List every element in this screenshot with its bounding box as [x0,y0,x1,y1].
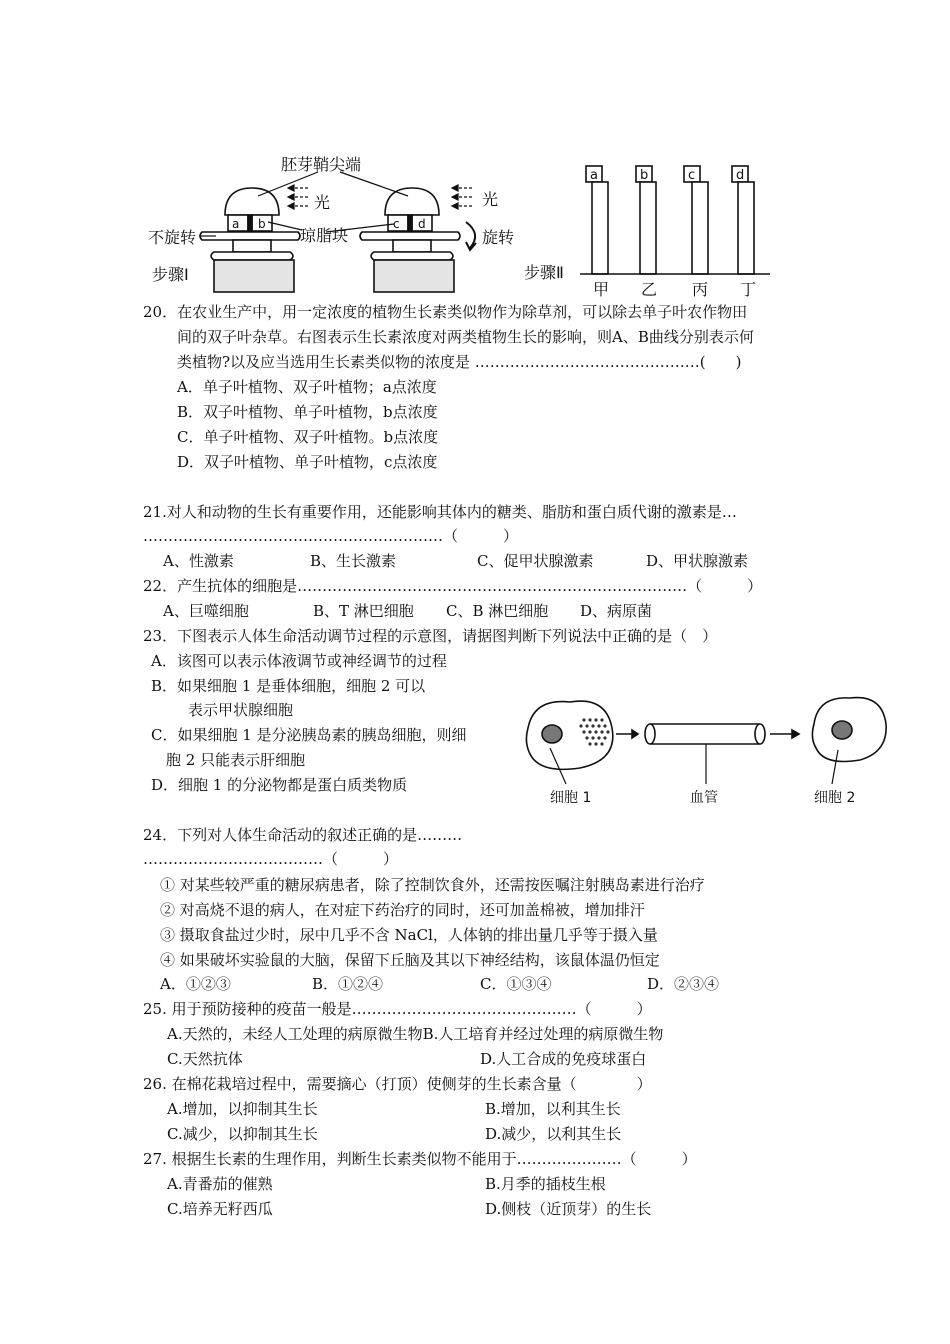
q21-option-d: D、甲状腺激素 [646,552,749,570]
q27-option-c: C.培养无籽西瓜 [167,1200,273,1218]
block-b: b [258,217,266,231]
q22-option-a: A、巨噬细胞 [163,602,249,620]
q20-option-c: C．单子叶植物、双子叶植物。b点浓度 [177,428,439,446]
q26-option-a: A.增加，以抑制其生长 [167,1100,318,1118]
label-light-left: 光 [314,193,331,212]
label-vessel: 血管 [690,790,718,806]
q24-line1: 24．下列对人体生命活动的叙述正确的是……… [143,826,463,844]
q24-item2: ② 对高烧不退的病人，在对症下药治疗的同时，还可加盖棉被，增加排汗 [160,901,645,919]
q25-option-d: D.人工合成的免疫球蛋白 [480,1050,647,1068]
q23-option-d: D．细胞 1 的分泌物都是蛋白质类物质 [151,776,408,794]
block-c: c [393,217,400,231]
q22-option-d: D、病原菌 [580,602,653,620]
q23-option-c2: 胞 2 只能表示肝细胞 [166,751,306,769]
q26-option-c: C.减少，以抑制其生长 [167,1125,318,1143]
q20-option-a: A．单子叶植物、双子叶植物；a点浓度 [177,378,437,396]
q25-line1: 25. 用于预防接种的疫苗一般是………………………………………（ ） [143,1000,652,1018]
label-cell2: 细胞 2 [814,790,856,806]
q25-option-ab: A.天然的，未经人工处理的病原微生物B.人工培育并经过处理的病原微生物 [167,1025,664,1043]
q23-option-a: A．该图可以表示体液调节或神经调节的过程 [151,652,447,670]
col-yi: 乙 [641,280,658,299]
q20-option-d: D．双子叶植物、单子叶植物，c点浓度 [177,453,438,471]
q25-option-c: C.天然抗体 [167,1050,243,1068]
q26-option-d: D.减少，以利其生长 [485,1125,622,1143]
label-rotate: 旋转 [482,228,515,247]
q27-line1: 27. 根据生长素的生理作用，判断生长素类似物不能用于…………………（ ） [143,1150,697,1168]
q21-line1: 21.对人和动物的生长有重要作用，还能影响其体内的糖类、脂肪和蛋白质代谢的激素是… [143,503,737,521]
col-block-b: b [640,168,649,183]
q23-option-c1: C．如果细胞 1 是分泌胰岛素的胰岛细胞，则细 [151,726,467,744]
q20-line3: 类植物?以及应当选用生长素类似物的浓度是 ………………………………………( ) [177,353,742,371]
q23-option-b2: 表示甲状腺细胞 [188,701,294,719]
block-d: d [418,217,426,231]
q24-option-b: B．①②④ [312,975,384,993]
q21-option-c: C、促甲状腺激素 [477,552,594,570]
q27-option-a: A.青番茄的催熟 [167,1175,273,1193]
q24-item4: ④ 如果破坏实验鼠的大脑，保留下丘脑及其以下神经结构，该鼠体温仍恒定 [160,951,660,969]
label-step1: 步骤Ⅰ [152,265,189,284]
col-block-c: c [688,168,696,183]
label-step2: 步骤Ⅱ [524,263,564,282]
block-a: a [232,217,240,231]
q20-line2: 间的双子叶杂草。右图表示生长素浓度对两类植物生长的影响，则A、B曲线分别表示何 [177,328,754,346]
q22-option-b: B、T 淋巴细胞 [313,602,414,620]
label-agar: 琼脂块 [300,226,349,245]
q24-line2: ………………………………（ ） [143,850,399,868]
q27-option-b: B.月季的插枝生根 [485,1175,606,1193]
q24-item3: ③ 摄取食盐过少时，尿中几乎不含 NaCl，人体钠的排出量几乎等于摄入量 [160,926,658,944]
q23-option-b1: B．如果细胞 1 是垂体细胞，细胞 2 可以 [151,677,426,695]
q23-line1: 23．下图表示人体生命活动调节过程的示意图，请据图判断下列说法中正确的是（ ） [143,627,718,645]
col-jia: 甲 [593,280,610,299]
q27-option-d: D.侧枝（近顶芽）的生长 [485,1200,652,1218]
q24-item1: ① 对某些较严重的糖尿病患者，除了控制饮食外，还需按医嘱注射胰岛素进行治疗 [160,876,705,894]
q20-option-b: B．双子叶植物、单子叶植物，b点浓度 [177,403,438,421]
q24-option-d: D．②③④ [647,975,720,993]
col-bing: 丙 [692,280,709,299]
experiment-figure [140,150,780,300]
q21-option-a: A、性激素 [163,552,234,570]
q22-option-c: C、B 淋巴细胞 [446,602,549,620]
q26-line1: 26. 在棉花栽培过程中，需要摘心（打顶）使侧芽的生长素含量（ ） [143,1075,652,1093]
col-ding: 丁 [740,280,757,299]
q20-line1: 20．在农业生产中，用一定浓度的植物生长素类似物作为除草剂，可以除去单子叶农作物田 [143,303,748,321]
q22-line1: 22．产生抗体的细胞是……………………………………………………………………（ ） [143,577,763,595]
q21-line2: ……………………………………………………（ ） [143,527,519,545]
q24-option-a: A．①②③ [160,975,231,993]
q24-option-c: C．①③④ [480,975,552,993]
col-block-a: a [590,168,598,183]
q21-option-b: B、生长激素 [310,552,397,570]
label-light-right: 光 [482,190,499,209]
label-norotate: 不旋转 [148,228,197,247]
cell1-outline [526,701,612,769]
label-tip: 胚芽鞘尖端 [281,155,362,174]
cell-diagram [520,690,890,808]
col-block-d: d [736,168,745,183]
label-cell1: 细胞 1 [550,790,592,806]
apparatus-left [200,188,300,292]
q26-option-b: B.增加，以利其生长 [485,1100,621,1118]
